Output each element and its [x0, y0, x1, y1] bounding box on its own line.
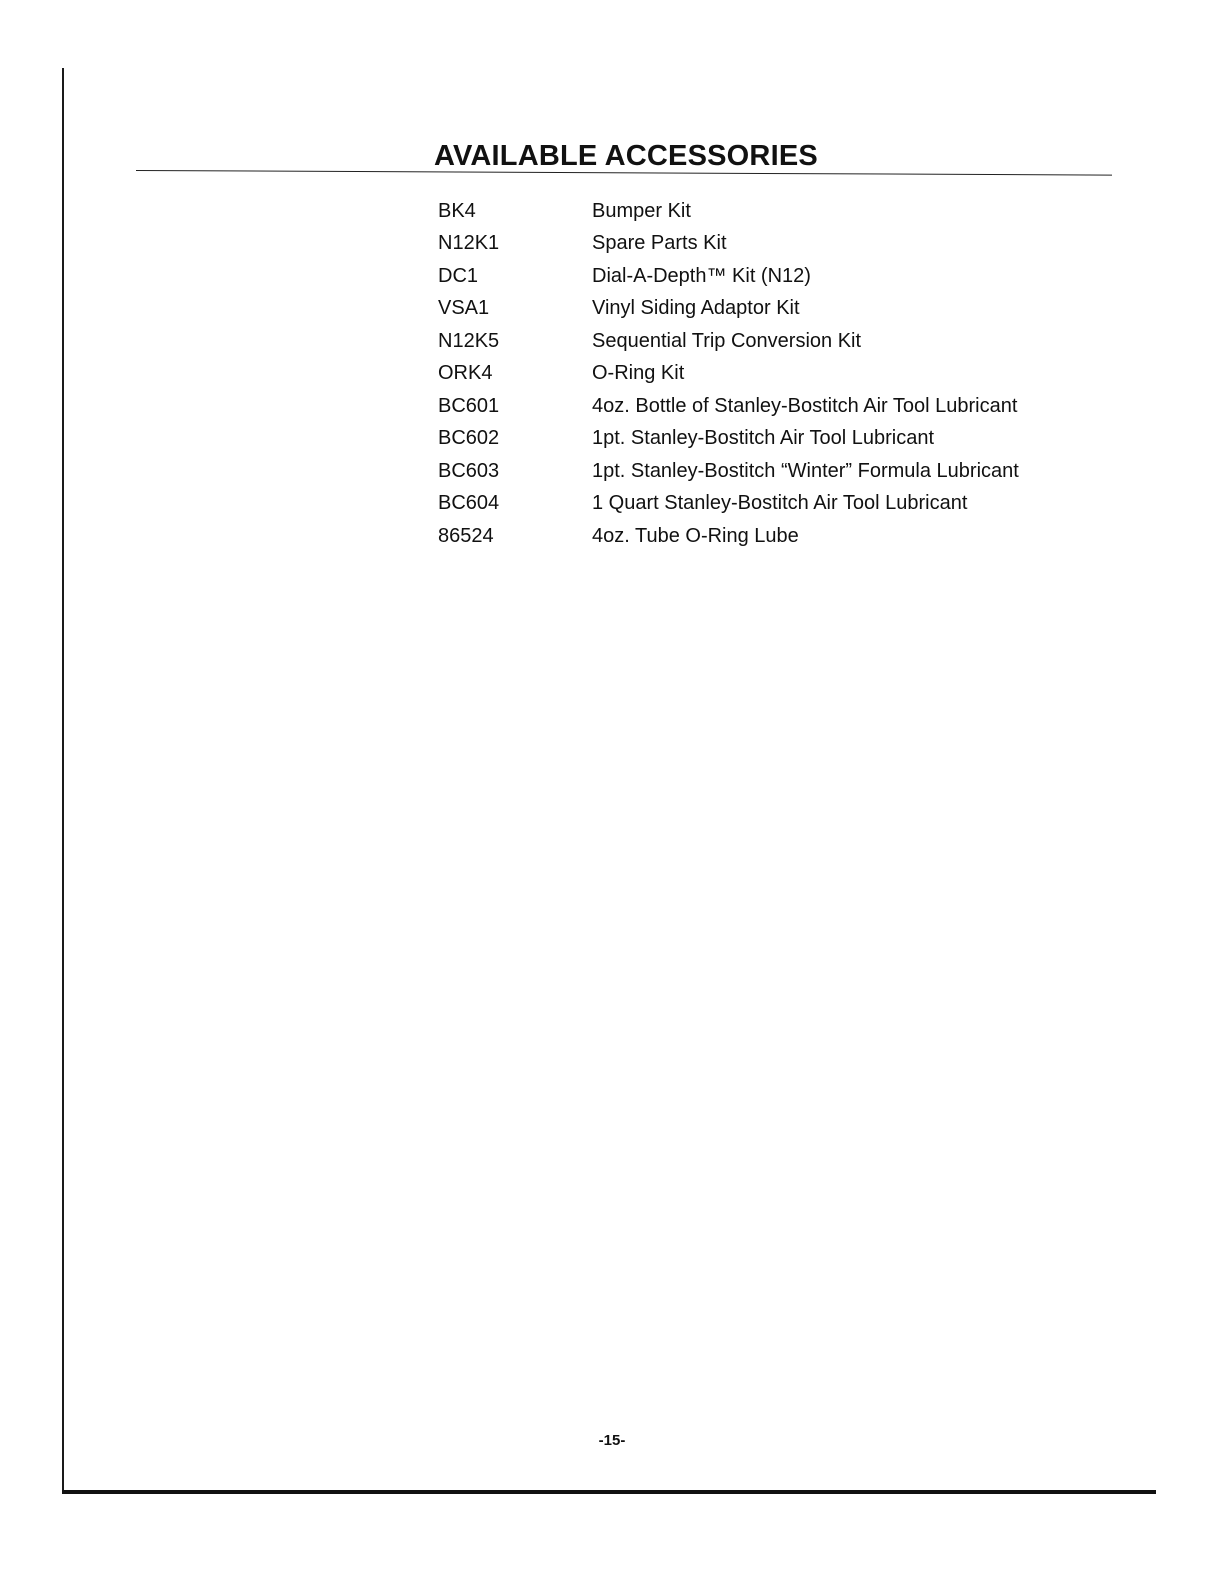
left-margin-rule	[62, 68, 64, 1492]
accessory-row	[438, 423, 1118, 456]
accessory-description: 4oz. Tube O-Ring Lube	[592, 524, 799, 547]
accessory-code: BC602	[438, 427, 500, 450]
accessory-row	[438, 358, 1118, 391]
accessory-description: 1pt. Stanley-Bostitch Air Tool Lubricant	[592, 427, 935, 450]
accessories-list	[438, 195, 1118, 553]
accessory-code: BC603	[438, 459, 500, 482]
accessory-description: 1 Quart Stanley-Bostitch Air Tool Lubricant	[592, 492, 968, 515]
accessory-row	[438, 228, 1118, 261]
accessory-row	[438, 520, 1118, 553]
page-title: AVAILABLE ACCESSORIES	[434, 140, 818, 172]
accessory-description: Sequential Trip Conversion Kit	[592, 329, 862, 352]
accessory-code: BC604	[438, 492, 500, 515]
accessory-code: BC601	[438, 394, 500, 417]
accessory-code: N12K5	[438, 329, 500, 352]
accessory-description: O-Ring Kit	[592, 362, 685, 385]
bottom-margin-rule	[62, 1490, 1156, 1494]
accessory-row	[438, 325, 1118, 358]
accessory-code: BK4	[438, 199, 476, 222]
accessory-description: Bumper Kit	[592, 199, 691, 222]
accessory-description: Dial-A-Depth™ Kit (N12)	[592, 264, 811, 287]
accessory-row	[438, 488, 1118, 521]
accessory-description: 1pt. Stanley-Bostitch “Winter” Formula Lubricant	[592, 459, 1019, 482]
accessory-code: VSA1	[438, 297, 490, 320]
accessory-row	[438, 293, 1118, 326]
page-number: -15-	[598, 1432, 626, 1449]
accessory-row	[438, 260, 1118, 293]
accessory-description: 4oz. Bottle of Stanley-Bostitch Air Tool Lubricant	[592, 394, 1018, 417]
accessory-row	[438, 195, 1118, 228]
accessory-code: DC1	[438, 264, 479, 287]
accessory-code: N12K1	[438, 232, 500, 255]
accessory-row	[438, 455, 1118, 488]
accessory-code: ORK4	[438, 362, 493, 385]
accessory-row	[438, 390, 1118, 423]
accessory-description: Spare Parts Kit	[592, 232, 727, 255]
accessory-code: 86524	[438, 524, 494, 547]
accessory-description: Vinyl Siding Adaptor Kit	[592, 297, 800, 320]
